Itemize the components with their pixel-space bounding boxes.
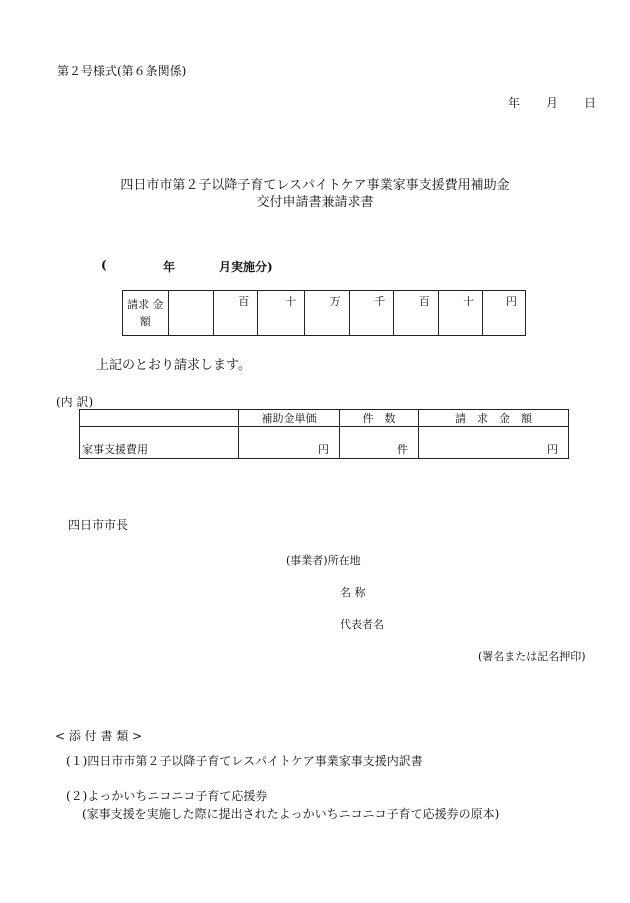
amount-blank-cell[interactable] (168, 291, 213, 336)
amount-label: 請求 金 額 (123, 291, 169, 336)
attachments-heading: < 添 付 書 類 > (55, 729, 143, 743)
breakdown-unit-price-cell[interactable]: 円 (239, 427, 340, 459)
attachment-note: (家事支援を実施した際に提出されたよっかいちニコニコ子育て応援券の原本) (82, 807, 500, 821)
amount-digit-cell[interactable]: 十 (258, 291, 305, 336)
form-number: 第２号様式(第６条関係) (57, 64, 187, 78)
breakdown-header-unit-price: 補助金単価 (239, 410, 340, 427)
date-month: 月 (546, 96, 559, 110)
amount-digit-cell[interactable]: 万 (305, 291, 349, 336)
applicant-address-label: (事業者)所在地 (286, 554, 361, 567)
breakdown-header-amount: 請 求 金 額 (419, 410, 569, 427)
breakdown-item: 家事支援費用 (80, 427, 239, 459)
attachment-item: (１)四日市市第２子以降子育てレスパイトケア事業家事支援内訳書 (66, 754, 423, 768)
applicant-name-label: 名 称 (340, 586, 366, 599)
date-year: 年 (508, 96, 521, 110)
period-month: 月実施分) (219, 260, 273, 274)
request-amount-table (122, 290, 526, 336)
seal-note: (署名または記名押印) (478, 650, 586, 663)
amount-digit-cell[interactable]: 千 (349, 291, 393, 336)
amount-digit-cell[interactable]: 百 (213, 291, 257, 336)
breakdown-heading: (内 訳) (56, 395, 94, 409)
amount-digit-cell[interactable]: 百 (394, 291, 438, 336)
title-line2: 交付申請書兼請求書 (256, 195, 374, 210)
addressee: 四日市市長 (68, 518, 129, 532)
breakdown-table (79, 409, 569, 459)
applicant-representative-label: 代表者名 (340, 618, 384, 631)
period-open-paren: ( (101, 258, 107, 272)
date-day: 日 (584, 96, 597, 110)
amount-digit-cell[interactable]: 十 (438, 291, 482, 336)
attachment-item: (２)よっかいちニコニコ子育て応援券 (66, 789, 268, 803)
breakdown-header-blank (80, 410, 239, 427)
breakdown-header-count: 件 数 (340, 410, 419, 427)
amount-digit-cell[interactable]: 円 (483, 291, 526, 336)
breakdown-count-cell[interactable]: 件 (340, 427, 419, 459)
period-year: 年 (163, 260, 176, 274)
request-statement: 上記のとおり請求します。 (96, 358, 251, 373)
breakdown-amount-cell[interactable]: 円 (419, 427, 569, 459)
title-line1: 四日市市第２子以降子育てレスパイトケア事業家事支援費用補助金 (120, 178, 510, 193)
